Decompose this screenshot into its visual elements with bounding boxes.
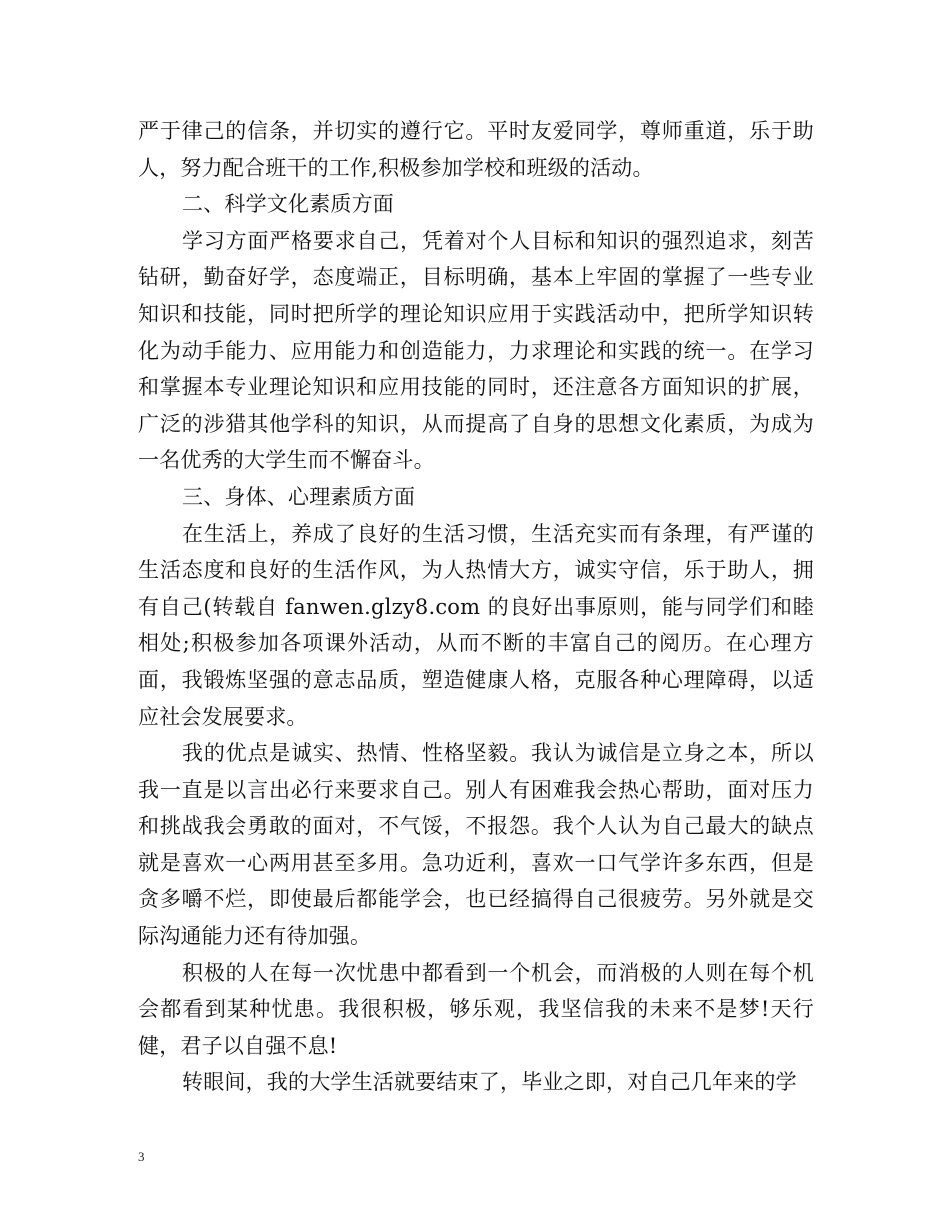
page-number: 3	[138, 1149, 145, 1164]
paragraph-study: 学习方面严格要求自己，凭着对个人目标和知识的强烈追求，刻苦钻研，勤奋好学，态度端正，目标明确，基本上牢固的掌握了一些专业知识和技能，同时把所学的理论知识应用于实践活动中，把所学知识转化为动手能力、应用能力和创造能力，力求理论和实践的统一。在学习和掌握本专业理论知识和应用技能的同时，还注意各方面知识的扩展，广泛的涉猎其他学科的知识，从而提高了自身的思想文化素质，为成为一名优秀的大学生而不懈奋斗。	[138, 228, 814, 473]
paragraph-graduation: 转眼间，我的大学生活就要结束了，毕业之即，对自己几年来的学	[182, 1070, 797, 1095]
paragraph-strengths: 我的优点是诚实、热情、性格坚毅。我认为诚信是立身之本，所以我一直是以言出必行来要求自己。别人有困难我会热心帮助，面对压力和挑战我会勇敢的面对，不气馁，不报怨。我个人认为自己最大的缺点就是喜欢一心两用甚至多用。急功近利，喜欢一口气学许多东西，但是贪多嚼不烂，即使最后都能学会，也已经搞得自己很疲劳。另外就是交际沟通能力还有待加强。	[138, 741, 814, 949]
paragraph-positive: 积极的人在每一次忧患中都看到一个机会，而消极的人则在每个机会都看到某种忧患。我很积极，够乐观，我坚信我的未来不是梦!天行健，君子以自强不息!	[138, 960, 814, 1058]
paragraph-life: 在生活上，养成了良好的生活习惯，生活充实而有条理，有严谨的生活态度和良好的生活作风，为人热情大方，诚实守信，乐于助人，拥有自己(转载自 fanwen.glzy8.com 的良好出事原则，能与同学们和睦相处;积极参加各项课外活动，从而不断的丰富自己的阅历。在心理方面，我锻炼坚强的意志品质，塑造健康人格，克服各种心理障碍，以适应社会发展要求。	[138, 521, 814, 729]
document-body	[138, 113, 814, 1101]
paragraph-continuation: 严于律己的信条，并切实的遵行它。平时友爱同学，尊师重道，乐于助人，努力配合班干的工作,积极参加学校和班级的活动。	[138, 119, 814, 180]
section-heading-science-culture: 二、科学文化素质方面	[182, 192, 394, 217]
section-heading-body-mind: 三、身体、心理素质方面	[182, 484, 416, 509]
